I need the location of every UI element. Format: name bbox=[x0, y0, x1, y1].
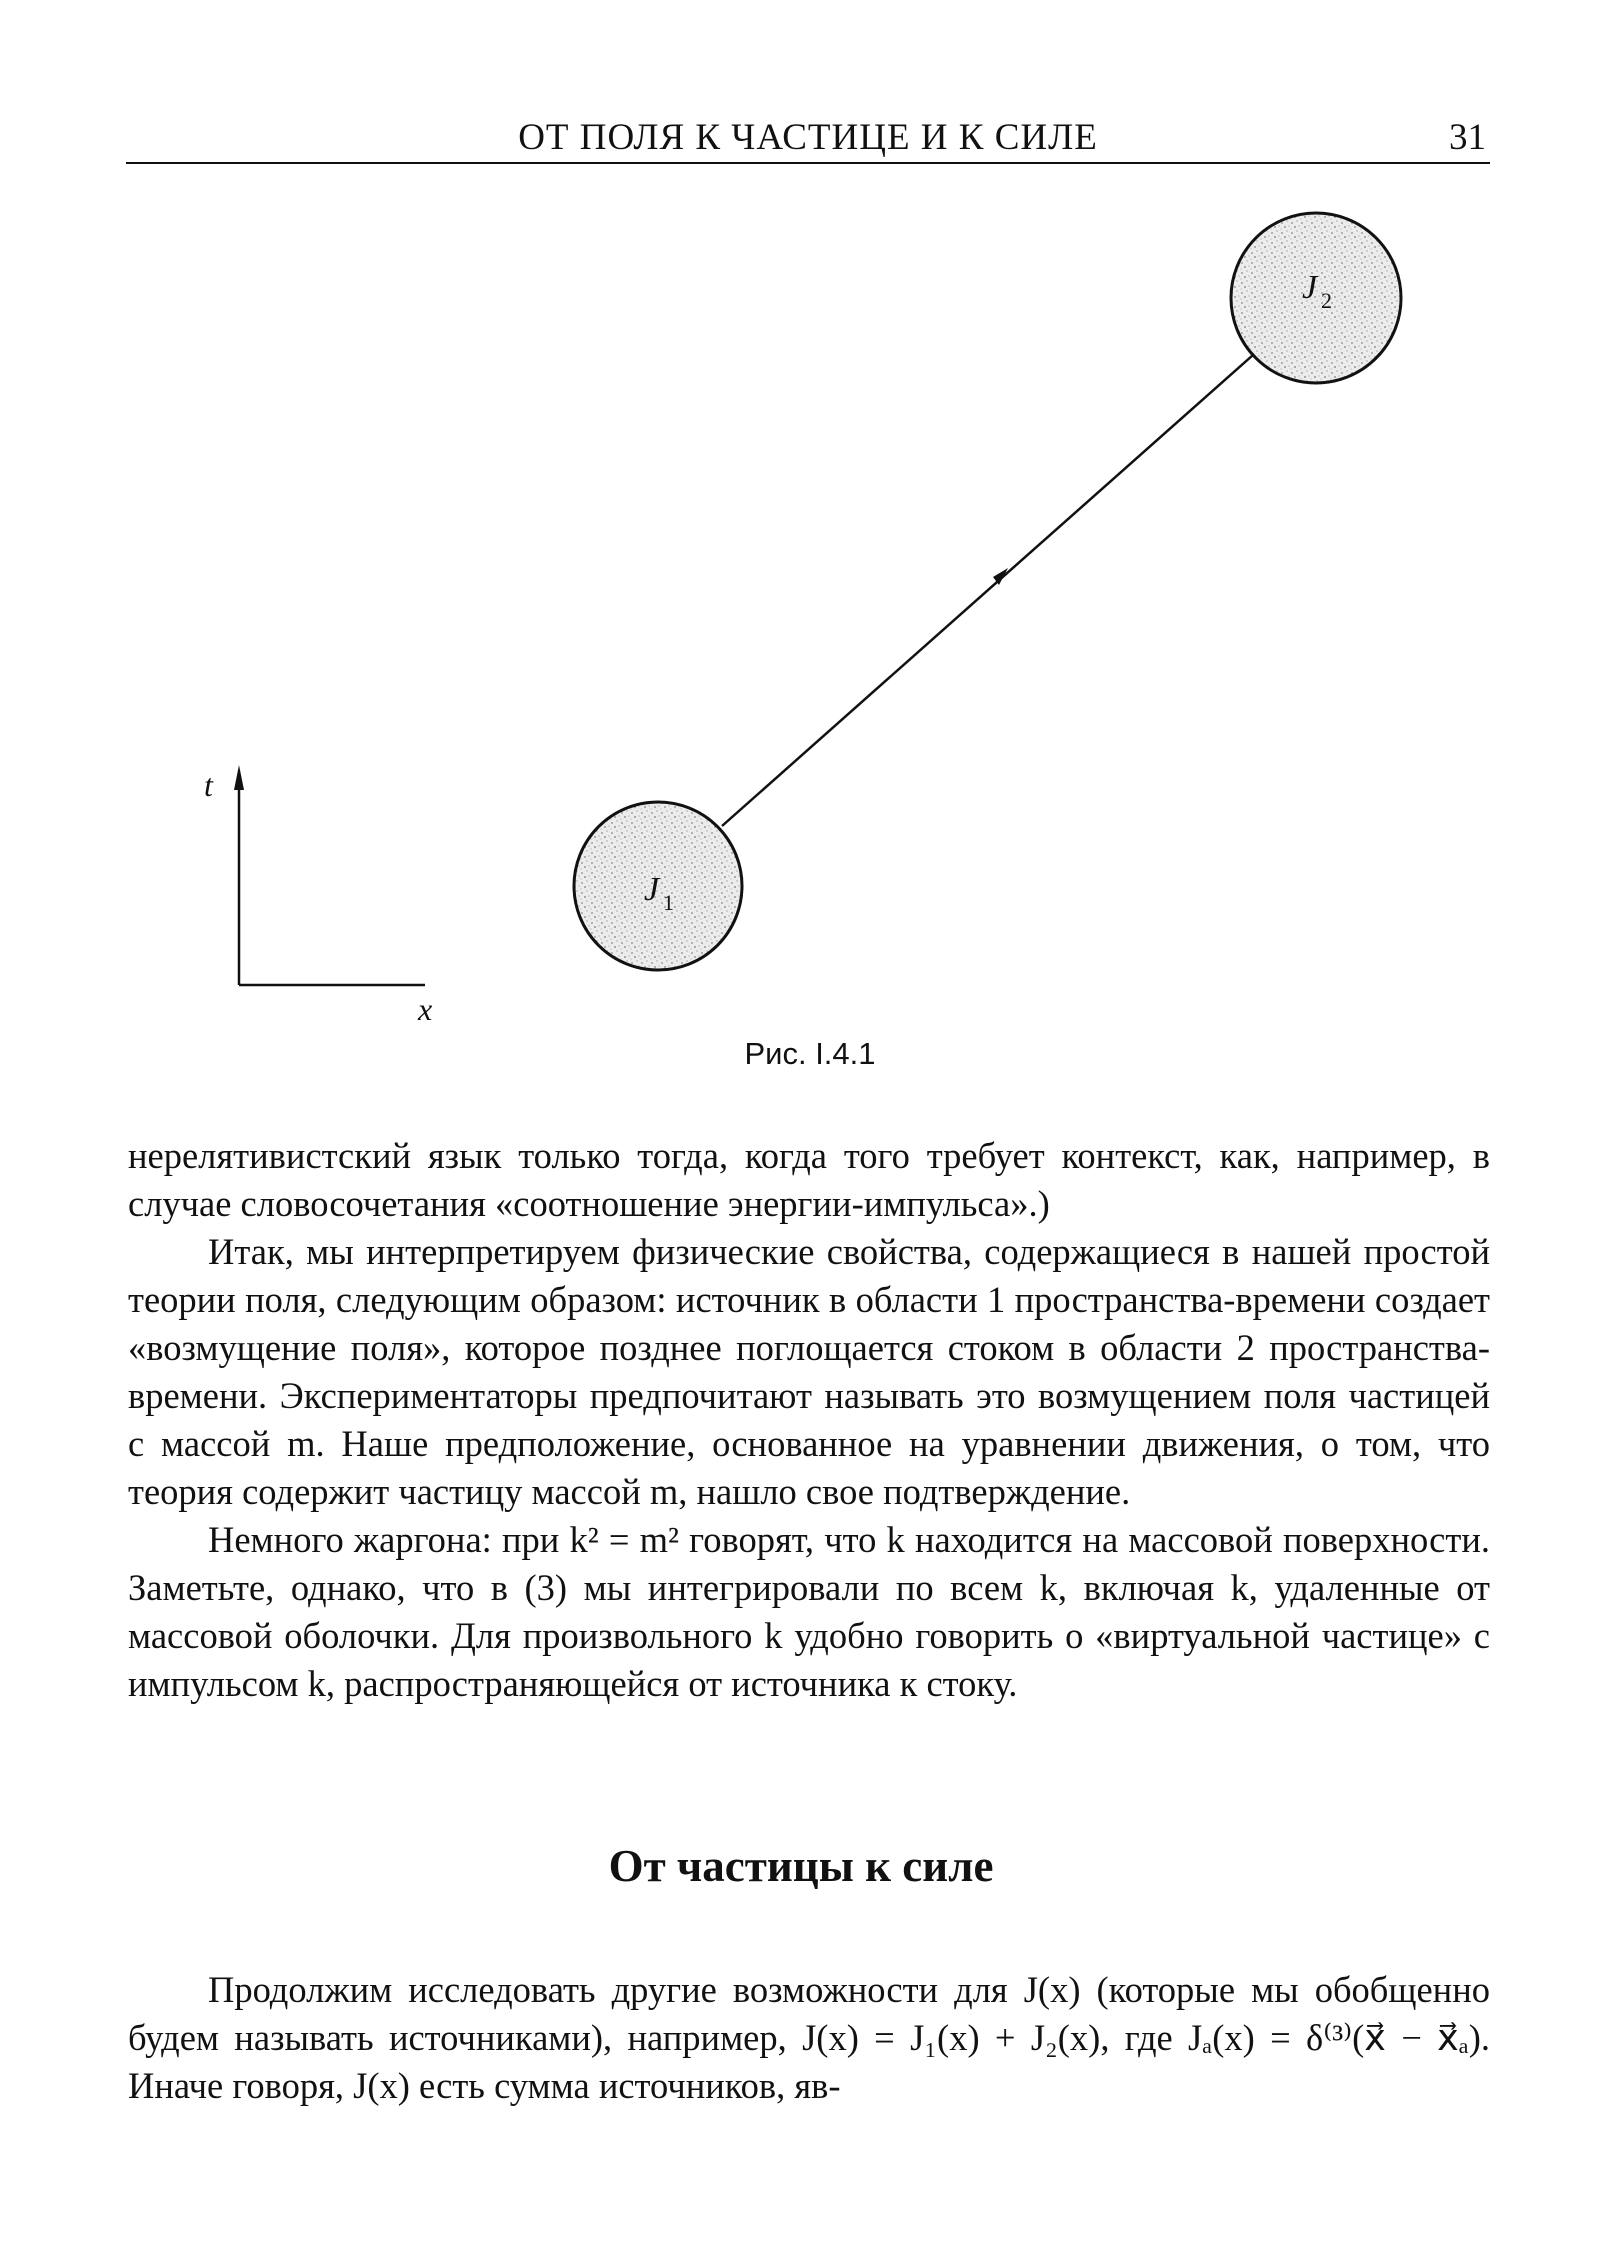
paragraph-1: нерелятивистский язык только тогда, когда того требует контекст, как, например, в случае словосочетания «соотношение энергии-импульса».) bbox=[128, 1135, 1490, 1224]
propagator-line bbox=[722, 355, 1253, 826]
figure-caption: Рис. I.4.1 bbox=[744, 1036, 876, 1071]
paragraph-4: Продолжим исследовать другие возможности для J(x) (которые мы обобщенно будем называть источниками), например, J(x) = J₁(x) + J₂(x), где Jₐ(x) = δ⁽³⁾(x⃗ − x⃗ₐ). Иначе говоря, J(x) есть сумма источников, яв- bbox=[128, 1969, 1490, 2106]
source-j1-subscript: 1 bbox=[663, 890, 674, 915]
text-block-1 bbox=[128, 1132, 1490, 1708]
source-j1-label: J bbox=[644, 871, 660, 908]
page-number: 31 bbox=[1449, 117, 1486, 158]
text-block-2 bbox=[128, 1966, 1490, 2110]
x-axis-label: x⃗ bbox=[418, 991, 458, 1027]
paragraph-3: Немного жаргона: при k² = m² говорят, что k находится на массовой поверхности. Заметьте, однако, что в (3) мы интегрировали по всем k, включая k, удаленные от массовой оболочки. Для произвольного k удобно говорить о «виртуальной частице» с импульсом k, распространяющейся от источника к стоку. bbox=[128, 1519, 1490, 1704]
t-axis-arrowhead bbox=[234, 765, 244, 790]
source-j2-label: J bbox=[1302, 269, 1318, 306]
source-j2-subscript: 2 bbox=[1321, 288, 1332, 313]
section-heading: От частицы к силе bbox=[608, 1841, 994, 1891]
running-title: ОТ ПОЛЯ К ЧАСТИЦЕ И К СИЛЕ bbox=[518, 117, 1098, 158]
figure bbox=[0, 0, 1602, 1100]
paragraph-2: Итак, мы интерпретируем физические свойства, содержащиеся в нашей простой теории поля, следующим образом: источник в области 1 пространства-времени создает «возмущение поля», которое позднее поглощается стоком в области 2 пространства-времени. Экспериментаторы предпочитают называть это возмущением поля частицей с массой m. Наше предположение, основанное на уравнении движения, о том, что теория содержит частицу массой m, нашло свое подтверждение. bbox=[128, 1231, 1490, 1512]
t-axis-label: t bbox=[204, 767, 213, 803]
figure-diagram bbox=[0, 0, 1602, 1100]
